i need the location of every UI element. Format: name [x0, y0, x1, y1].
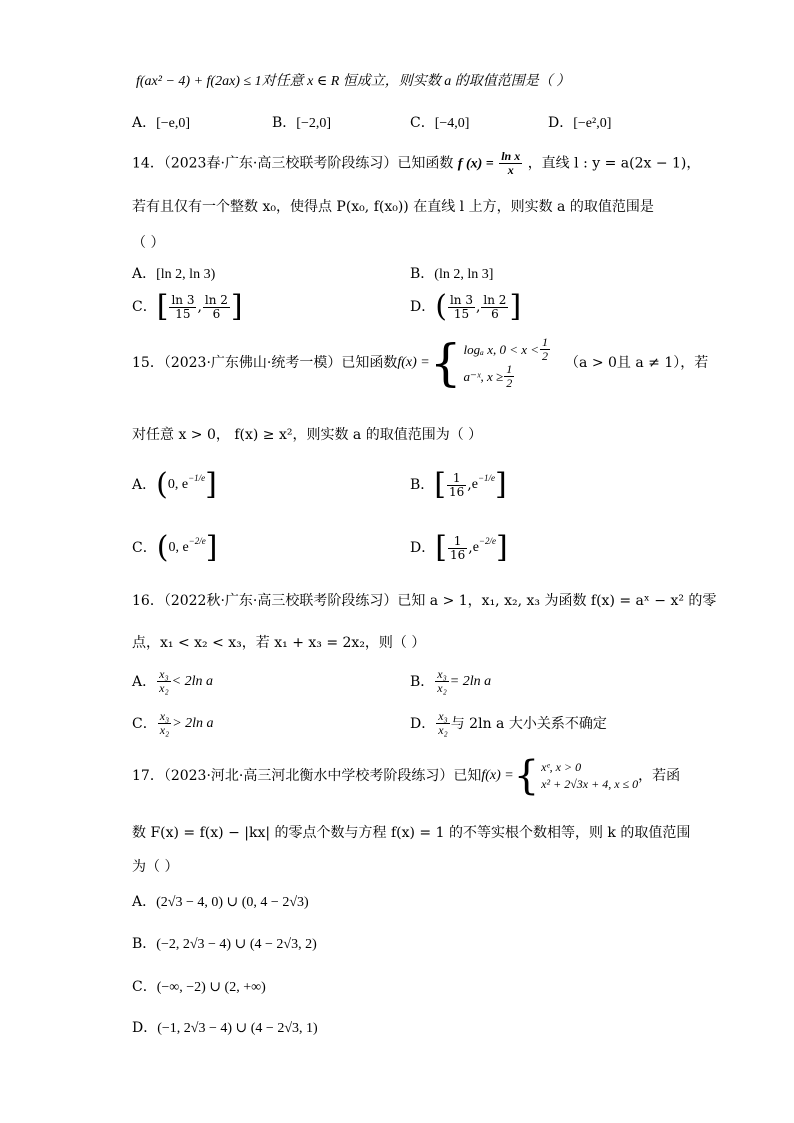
q15-piecewise — [430, 336, 551, 390]
q17-stem — [132, 753, 681, 799]
q15-case2-num: 1 — [506, 362, 513, 376]
q14-option-b-text: (ln 2, ln 3] — [434, 267, 494, 282]
q17-option-b-text: (−2, 2√3 − 4) ∪ (4 − 2√3, 2) — [156, 937, 317, 952]
q15-option-c-lbracket: ( — [156, 530, 169, 565]
q16-option-d[interactable] — [410, 710, 607, 737]
q14-option-c-label: C． — [132, 299, 157, 315]
q14-fraction — [499, 150, 522, 177]
q16-d-den: x₂ — [438, 723, 448, 737]
q15-stem — [132, 336, 708, 390]
q15-option-c-text: 0, e — [168, 540, 189, 555]
q15-f-lhs: f(x) = — [397, 355, 430, 370]
q16-option-d-label: D． — [410, 715, 436, 732]
q17-brace: { — [513, 753, 540, 799]
q14-option-d-label: D． — [410, 299, 436, 315]
q14-option-a[interactable] — [132, 264, 215, 285]
q13-option-d-text: [−e²,0] — [573, 116, 612, 131]
q16-option-d-text: 与 2ln a 大小关系不确定 — [450, 715, 607, 732]
q17-line2: 数 F(x) = f(x) − |kx| 的零点个数与方程 f(x) = 1 的不等实根个数相等，则 k 的取值范围 — [132, 825, 691, 841]
q14-option-c[interactable]: C． [ $\frac{\ln 3}{15}$ , $\frac{\ln 2}{6}$ ] — [132, 289, 243, 324]
q16-a-den: x₂ — [159, 681, 169, 695]
q15-case1-num: 1 — [542, 335, 549, 349]
q15-option-d[interactable]: D． [ $\frac{1}{16}$ , e $^{-2/e}$ ] — [410, 530, 508, 565]
q14-stem — [132, 150, 700, 177]
q16-c-den: x₂ — [159, 723, 170, 737]
q16-option-b-frac — [435, 668, 449, 695]
q16-option-a-frac — [157, 668, 171, 695]
q15-brace: { — [429, 334, 462, 392]
q14-d-den1: 15 — [453, 306, 470, 321]
q16-d-num: x₃ — [438, 709, 448, 723]
q17-option-c-text: (−∞, −2) ∪ (2, +∞) — [156, 980, 266, 995]
q13-option-b[interactable] — [272, 113, 331, 134]
q14-f-lhs: f (x) = — [457, 156, 494, 172]
q15-option-d-rbracket: ] — [495, 530, 508, 565]
q16-line2: 点，x₁ < x₂ < x₃，若 x₁ + x₃ = 2x₂，则（ ） — [132, 635, 426, 651]
q17-option-d[interactable] — [132, 1018, 318, 1039]
q17-option-d-label: D． — [132, 1020, 158, 1036]
q15-option-d-e: e — [472, 540, 479, 555]
q15-case1-text: logₐ x, 0 < x < — [463, 341, 540, 357]
q13-option-c-label: C． — [410, 115, 435, 131]
q13-option-b-text: [−2,0] — [296, 116, 332, 131]
q14-option-c-rbracket: ] — [230, 289, 243, 324]
q15-option-b-e: e — [471, 477, 478, 492]
q17-option-a-text: (2√3 − 4, 0) ∪ (0, 4 − 2√3) — [156, 895, 309, 910]
q16-b-den: x₂ — [437, 681, 447, 695]
q14-d-den2: 6 — [491, 306, 499, 321]
q15-case2 — [464, 363, 552, 390]
q17-option-c-label: C． — [132, 979, 157, 995]
q16-a-num: x₃ — [159, 667, 169, 681]
q15-option-b-lbracket: [ — [434, 467, 447, 502]
q14-option-a-text: [ln 2, ln 3) — [156, 267, 216, 282]
q15-b-num: 1 — [447, 472, 466, 486]
q13-option-d-label: D． — [548, 115, 574, 131]
q13-option-a-label: A． — [132, 115, 157, 131]
q15-option-a-lbracket: ( — [156, 467, 168, 502]
q14-line3: （ ） — [132, 235, 165, 251]
q14-stem-prefix: 14．（2023春·广东·高三校联考阶段练习）已知函数 — [132, 155, 454, 172]
q15-option-b-rbracket: ] — [495, 467, 507, 502]
q15-option-c-exp: −2/e — [188, 536, 206, 546]
q15-case1 — [464, 336, 552, 363]
q14-stem-mid: ，直线 l : y = a(2x − 1)， — [527, 155, 701, 172]
q16-option-a[interactable] — [132, 668, 213, 695]
q14-c-den1: 15 — [175, 306, 191, 321]
q15-case2-den: 2 — [506, 376, 513, 390]
q16-line1: 16．（2022秋·广东·高三校联考阶段练习）已知 a > 1，x₁, x₂, x₃ 为函数 f(x) = aˣ − x² 的零 — [132, 593, 717, 609]
q15-option-b-label: B． — [410, 477, 435, 493]
q17-option-c[interactable] — [132, 977, 266, 998]
q13-option-d[interactable] — [548, 113, 611, 134]
q17-option-a-label: A． — [132, 894, 157, 910]
q16-option-b-text: = 2ln a — [449, 673, 492, 689]
q14-option-c-frac2 — [203, 294, 230, 321]
q17-option-b-label: B． — [132, 936, 157, 952]
q14-d-num2: ln 2 — [483, 292, 507, 307]
q15-option-a-text: 0, e — [167, 477, 189, 492]
q15-case1-den: 2 — [542, 349, 549, 363]
q16-option-c-text: > 2ln a — [172, 715, 214, 731]
q13-option-a-text: [−e,0] — [156, 116, 191, 131]
q16-option-b[interactable] — [410, 668, 491, 695]
q15-option-a-label: A． — [132, 477, 157, 493]
q15-option-a-exp: −1/e — [188, 473, 206, 483]
q14-option-d-lbracket: ( — [435, 289, 447, 324]
q16-option-c[interactable] — [132, 710, 214, 737]
q13-stem: f(ax² − 4) + f(2ax) ≤ 1对任意 x ∈ R 恒成立，则实数 a 的取值范围是（ ） — [136, 74, 571, 89]
q15-option-c[interactable] — [132, 530, 218, 565]
q13-option-a[interactable] — [132, 113, 190, 134]
q14-option-a-label: A． — [132, 266, 157, 282]
q14-option-b[interactable] — [410, 264, 493, 285]
q15-option-d-frac — [448, 535, 467, 562]
q15-stem-suffix: （a > 0且 a ≠ 1），若 — [565, 355, 709, 371]
q15-option-b-frac — [447, 472, 466, 499]
q14-option-d-frac2 — [481, 294, 508, 321]
q14-c-num2: ln 2 — [204, 292, 228, 307]
q17-f-lhs: f(x) = — [481, 768, 514, 783]
q15-option-c-rbracket: ] — [205, 530, 218, 565]
q14-option-d-rbracket: ] — [509, 289, 522, 324]
q15-option-b[interactable]: B． [ $\frac{1}{16}$ , e $^{-1/e}$ ] — [410, 467, 507, 502]
q17-case2: x² + 2√3x + 4, x ≤ 0 — [541, 777, 639, 791]
q17-piecewise — [513, 753, 639, 799]
q15-line2: 对任意 x > 0， f(x) ≥ x²，则实数 a 的取值范围为（ ） — [132, 427, 483, 443]
q16-b-num: x₃ — [437, 667, 447, 681]
q15-d-den: 16 — [449, 547, 466, 562]
q14-option-c-lbracket: [ — [156, 289, 169, 324]
q15-case2-text: a⁻ˣ, x ≥ — [463, 368, 504, 384]
q16-option-c-frac — [158, 710, 172, 737]
q17-case1: xᵉ, x > 0 — [541, 760, 582, 774]
q15-option-a[interactable] — [132, 467, 217, 502]
q14-d-num1: ln 3 — [449, 292, 473, 307]
q17-option-b[interactable] — [132, 934, 317, 955]
q14-line2: 若有且仅有一个整数 x₀，使得点 P(x₀, f(x₀)) 在直线 l 上方，则实数 a 的取值范围是 — [132, 199, 654, 215]
q15-option-a-rbracket: ] — [205, 467, 217, 502]
q17-option-d-text: (−1, 2√3 − 4) ∪ (4 − 2√3, 1) — [157, 1021, 318, 1036]
q14-option-b-label: B． — [410, 266, 435, 282]
q15-option-b-exp: −1/e — [477, 473, 496, 483]
q14-c-den2: 6 — [212, 306, 221, 321]
q14-option-d[interactable]: D． ( $\frac{\ln 3}{15}$ , $\frac{\ln 2}{6}$ ] — [410, 289, 522, 324]
q17-option-a[interactable] — [132, 892, 309, 913]
q14-frac-den: x — [507, 163, 514, 177]
q14-frac-num: ln x — [501, 149, 521, 163]
q14-option-d-frac1 — [448, 294, 475, 321]
q17-line3: 为（ ） — [132, 859, 179, 875]
q17-stem-prefix: 17．（2023·河北·高三河北衡水中学校考阶段练习）已知 — [132, 768, 482, 784]
q15-b-den: 16 — [449, 484, 465, 499]
q13-option-b-label: B． — [272, 115, 297, 131]
q13-option-c-text: [−4,0] — [434, 116, 470, 131]
q16-option-a-text: < 2ln a — [171, 673, 213, 689]
q16-c-num: x₃ — [159, 709, 170, 723]
q14-c-num1: ln 3 — [171, 292, 195, 307]
q15-option-d-exp: −2/e — [478, 536, 496, 546]
q15-option-d-label: D． — [410, 540, 436, 556]
q16-option-b-label: B． — [410, 673, 435, 690]
q15-option-d-lbracket: [ — [435, 530, 447, 565]
q13-option-c[interactable] — [410, 113, 469, 134]
q15-d-num: 1 — [448, 535, 467, 549]
q16-option-a-label: A． — [132, 673, 157, 690]
q15-stem-prefix: 15．（2023·广东佛山·统考一模）已知函数 — [132, 355, 398, 371]
q16-option-d-frac — [436, 710, 450, 737]
q15-option-c-label: C． — [132, 540, 157, 556]
q17-stem-suffix: ，若函 — [638, 768, 681, 784]
q16-option-c-label: C． — [132, 715, 157, 732]
q14-option-c-frac1 — [169, 294, 196, 321]
